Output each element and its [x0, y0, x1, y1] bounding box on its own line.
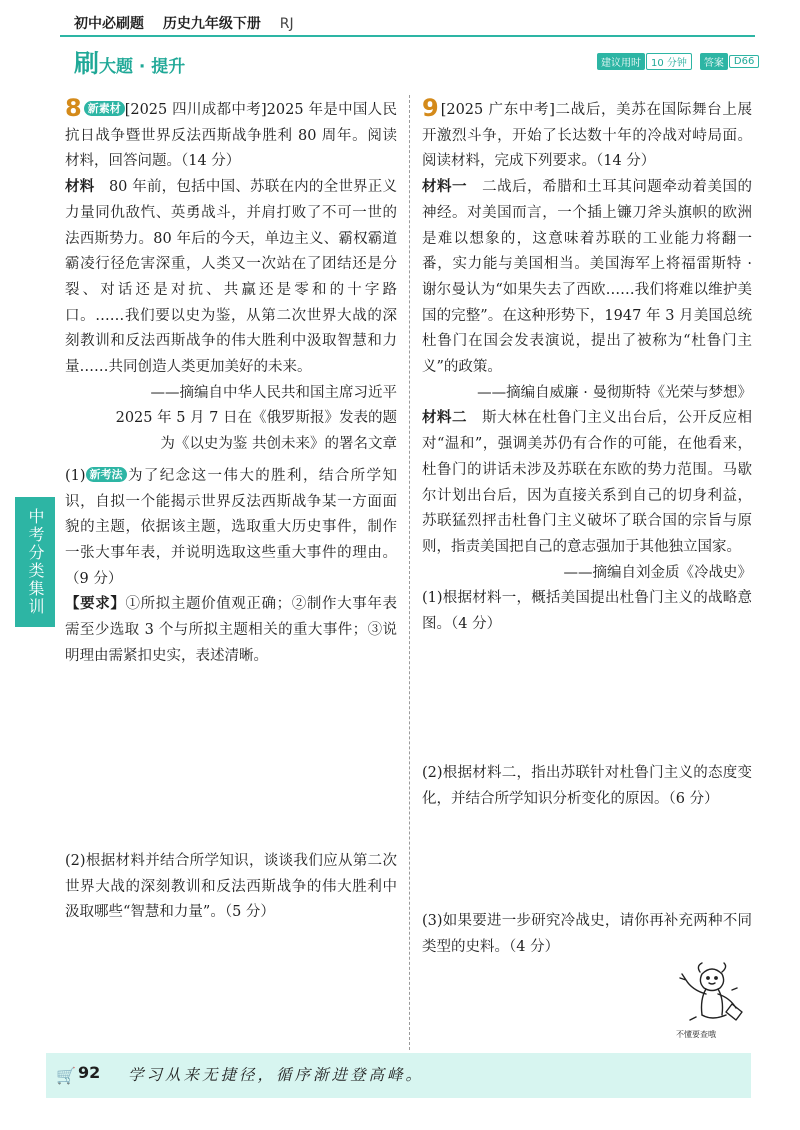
mascot-caption: 不懂要查哦 [676, 1030, 716, 1039]
q8-sub2: (2)根据材料并结合所学知识，谈谈我们应从第二次世界大战的深刻教训和反法西斯战争的伟大胜利中汲取哪些“智慧和力量”。（5 分） [65, 853, 397, 921]
new-method-tag: 新考法 [86, 467, 127, 482]
section-brand [74, 44, 185, 80]
cart-icon: 🛒 [56, 1066, 76, 1085]
new-material-tag: 新素材 [84, 101, 125, 116]
material-2-label: 材料二 [422, 410, 468, 427]
material-1-source: ——摘编自威廉 · 曼彻斯特《光荣与梦想》 [477, 384, 752, 401]
source-line-2: 2025 年 5 月 7 日在《俄罗斯报》发表的题 [115, 410, 397, 427]
side-tab: 中考分类集训 [15, 497, 55, 627]
question-8 [65, 96, 397, 669]
series-title: 初中必刷题 [74, 16, 144, 32]
material-text: 80 年前，包括中国、苏联在内的全世界正义力量同仇敌忾、英勇战斗，并肩打败了不可一世的法西斯势力。80 年后的今天，单边主义、霸权霸道霸凌行径危害深重，人类又一次站在了团结还是分裂、对话还是对抗、共赢还是零和的十字路口。……我们要以史为鉴，从第二次世界大战的深刻教训和反法西斯战争的伟大胜利中汲取智慧和力量……共同创造人类更加美好的未来。 [65, 179, 398, 376]
sub1-text: 为了纪念这一伟大的胜利，结合所学知识，自拟一个能揭示世界反法西斯战争某一方面面貌的主题，依据该主题，选取重大历史事件，制作一张大事年表，并说明选取这些重大事件的理由。（9 分） [65, 467, 397, 587]
material-label: 材料 [65, 179, 95, 196]
material-2-source: ——摘编自刘金质《冷战史》 [563, 564, 752, 581]
q8-intro-text: [2025 四川成都中考]2025 年是中国人民抗日战争暨世界反法西斯战争胜利 80 周年。阅读材料，回答问题。（14 分） [65, 102, 397, 170]
edition-label: RJ [279, 16, 294, 32]
sub1-number: (1) [65, 467, 86, 484]
book-header [74, 13, 308, 33]
question-9 [422, 96, 752, 638]
material-1-label: 材料一 [422, 179, 468, 196]
q9-material-1 [422, 175, 752, 381]
time-value: 10 分钟 [646, 53, 692, 70]
requirements-text: ①所拟主题价值观正确；②制作大事年表需至少选取 3 个与所拟主题相关的重大事件；③说明理由需紧扣史实，表述清晰。 [65, 596, 398, 664]
header-rule [60, 35, 755, 37]
time-answer-box [597, 52, 759, 70]
q9-intro-text: [2025 广东中考]二战后，美苏在国际舞台上展开激烈斗争，开始了长达数十年的冷战对峙局面。阅读材料，完成下列要求。（14 分） [422, 102, 752, 170]
footer-motto: 学习从来无捷径，循序渐进登高峰。 [128, 1066, 425, 1084]
material-2-text: 斯大林在杜鲁门主义出台后，公开反应相对“温和”，强调美苏仍有合作的可能，在他看来，杜鲁门的讲话未涉及苏联在东欧的势力范围。马歇尔计划出台后，因为直接关系到自己的切身利益，苏联猛烈抨击杜鲁门主义破坏了联合国的宗旨与原则，指责美国把自己的意志强加于其他独立国家。 [422, 410, 753, 555]
q8-intro [65, 96, 397, 175]
q9-material-2 [422, 406, 752, 560]
q9-intro [422, 96, 752, 175]
page-number: 92 [78, 1063, 101, 1082]
q8-requirements [65, 592, 397, 669]
time-label: 建议用时 [597, 53, 645, 70]
q9-sub1: (1)根据材料一，概括美国提出杜鲁门主义的战略意图。（4 分） [422, 590, 752, 633]
q9-sub2: (2)根据材料二，指出苏联针对杜鲁门主义的态度变化，并结合所学知识分析变化的原因。（6 分） [422, 765, 752, 807]
q8-number: 8 [65, 94, 82, 122]
source-line-3: 为《以史为鉴 共创未来》的署名文章 [160, 436, 397, 453]
requirements-label: 【要求】 [65, 596, 126, 613]
source-line-1: ——摘编自中华人民共和国主席习近平 [150, 384, 397, 401]
brand-title: 大题 · 提升 [99, 57, 186, 77]
q8-material [65, 175, 397, 381]
footer-band [46, 1053, 751, 1098]
brand-char: 刷 [74, 49, 100, 78]
mascot-illustration-icon [672, 960, 750, 1030]
q8-sub1 [65, 464, 397, 593]
answer-page: D66 [729, 55, 759, 68]
column-divider [409, 95, 410, 1050]
q9-sub3: (3)如果要进一步研究冷战史，请你再补充两种不同类型的史料。（4 分） [422, 913, 752, 955]
subject-title: 历史九年级下册 [162, 16, 261, 32]
answer-label: 答案 [700, 53, 728, 70]
q9-number: 9 [422, 94, 439, 122]
material-1-text: 二战后，希腊和土耳其问题牵动着美国的神经。对美国而言，一个插上镰刀斧头旗帜的欧洲是难以想象的，这意味着苏联的工业能力将翻一番，实力能与美国相当。美国海军上将福雷斯特 · 谢尔曼认为“如果失去了西欧……我们将难以维护美国的完整”。在这种形势下，1947 年 3 月美国总统杜鲁门在国会发表演说，提出了被称为“杜鲁门主义”的政策。 [422, 179, 753, 376]
